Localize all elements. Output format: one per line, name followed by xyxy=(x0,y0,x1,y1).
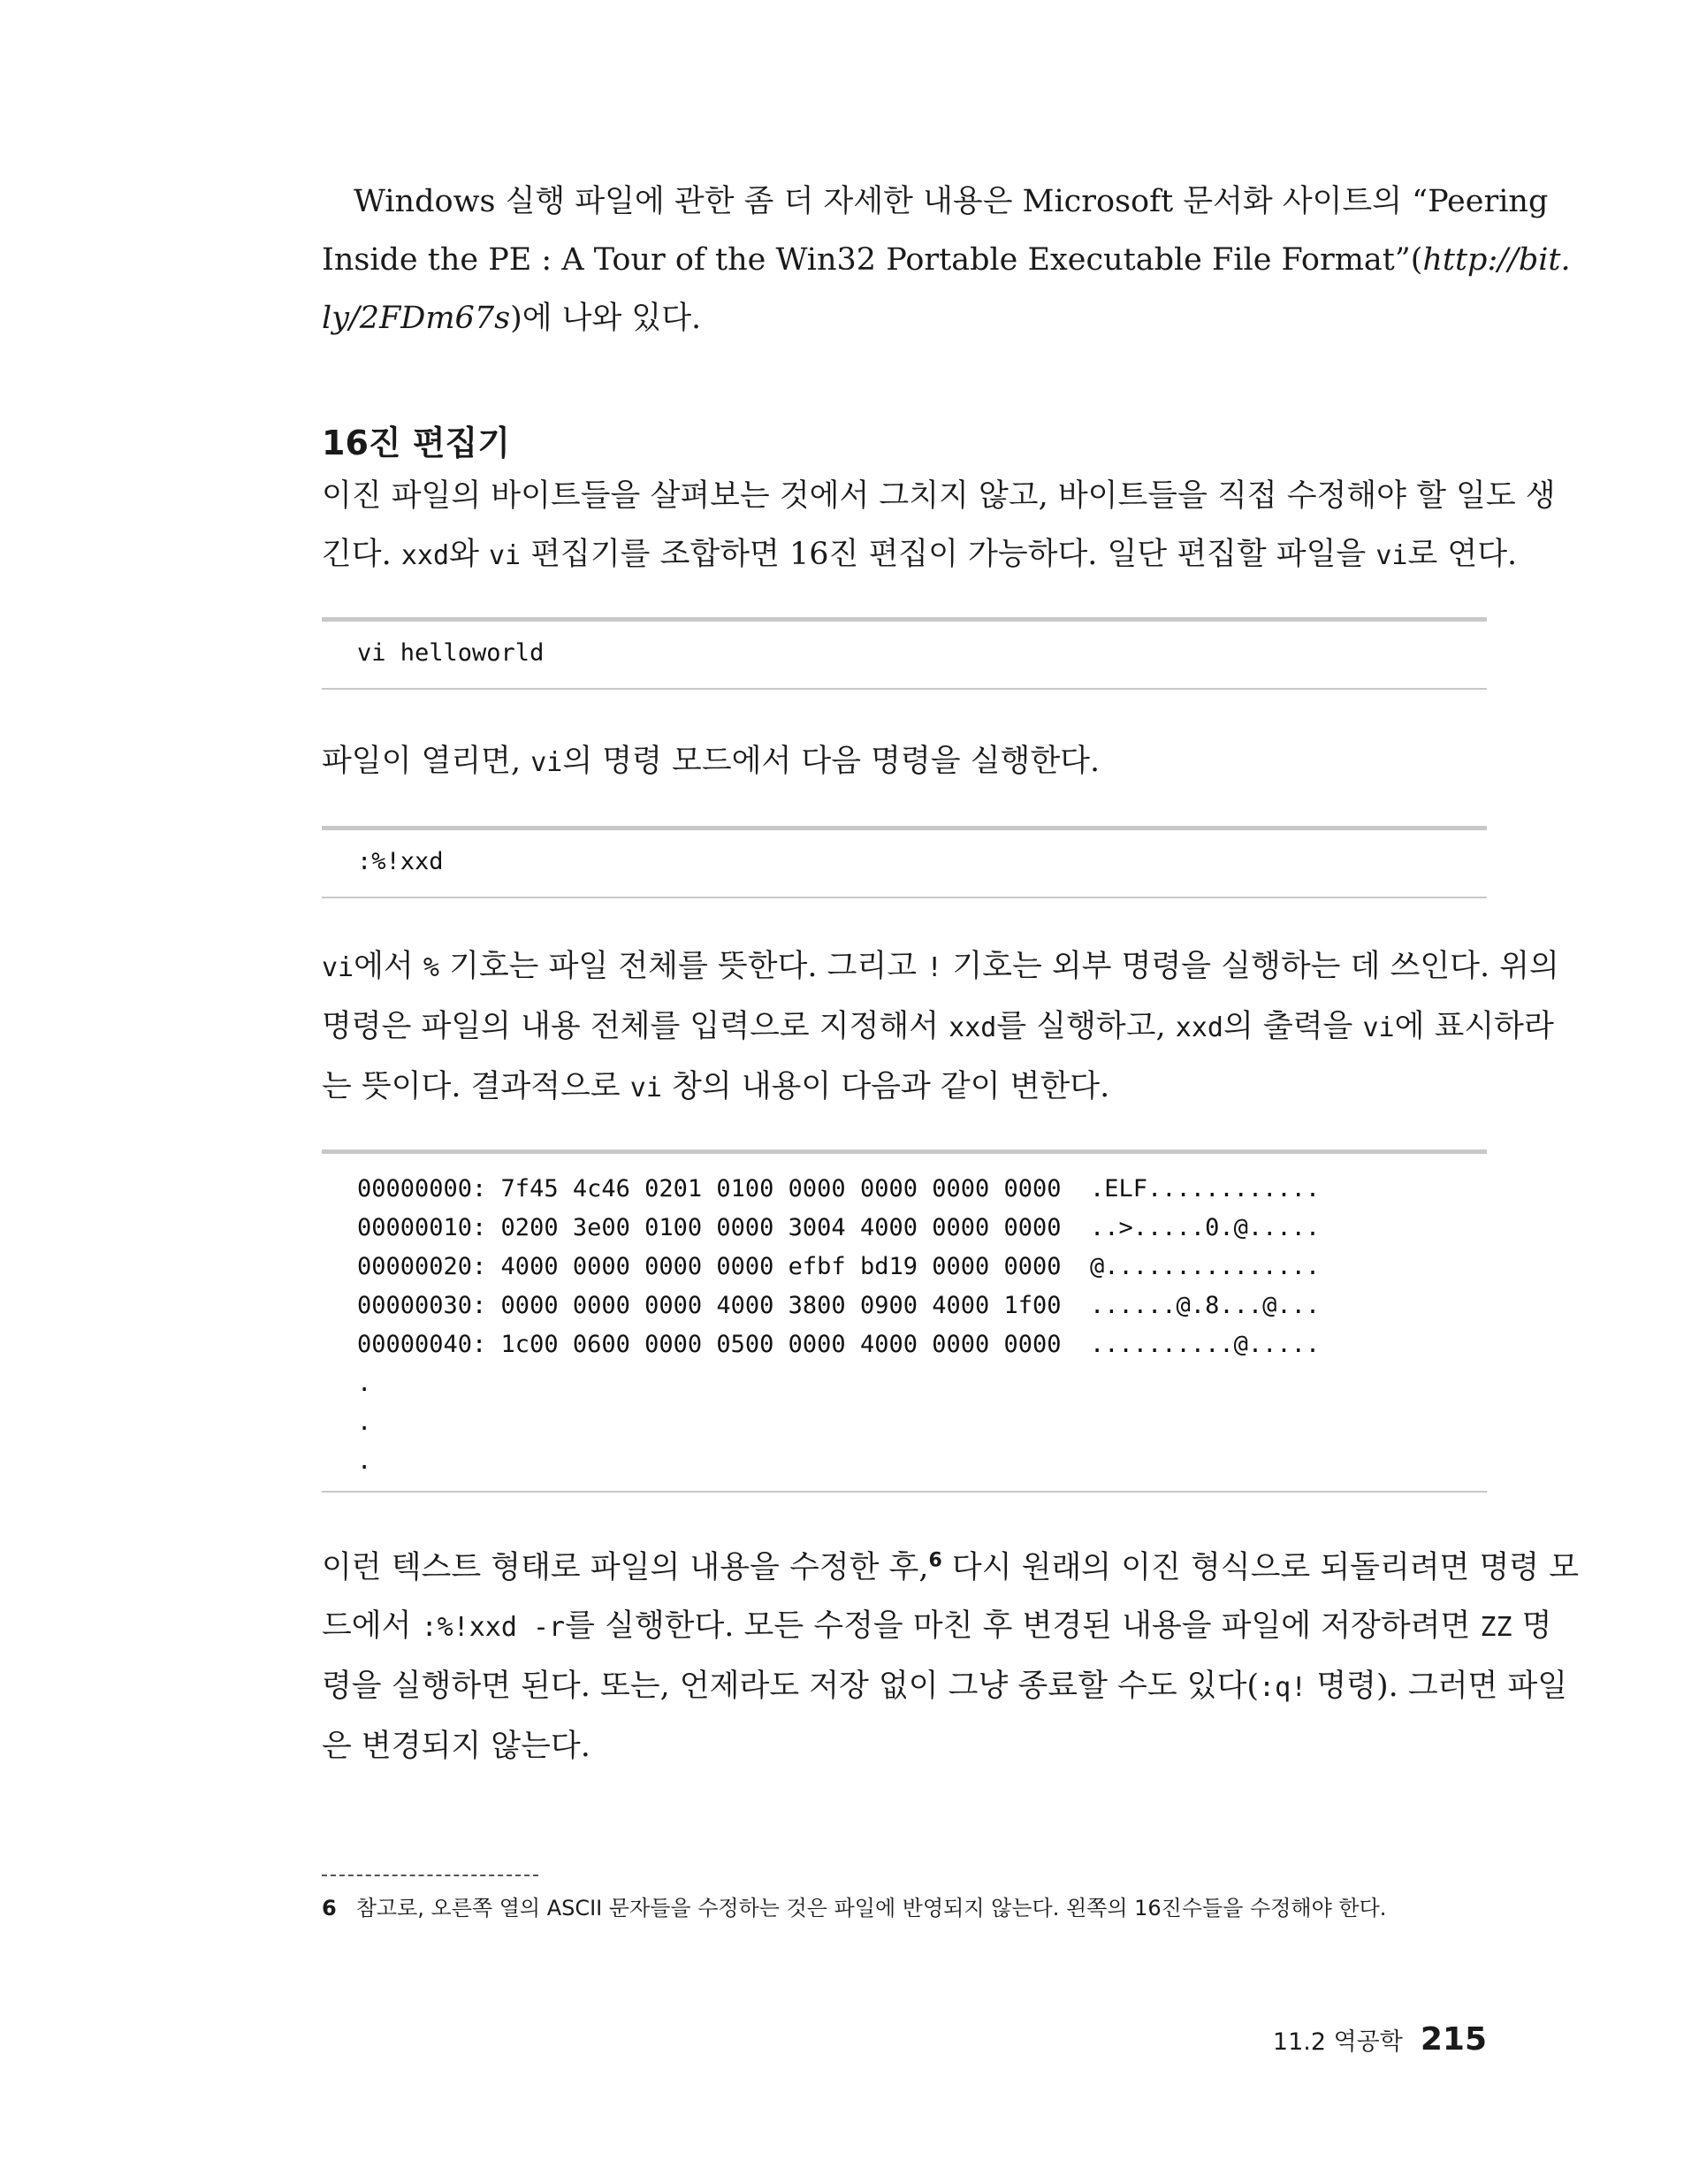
section-label: 11.2 역공학 xyxy=(1272,2028,1403,2056)
footnote-reference[interactable]: 6 xyxy=(928,1549,942,1572)
paragraph-2 xyxy=(322,732,1487,792)
p4-line-1: 이런 텍스트 형태로 파일의 내용을 수정한 후,$^6$ 다시 원래의 이진 형식으로 되돌리려면 명령 모 xyxy=(322,1549,1580,1585)
p4-line-4: 은 변경되지 않는다. xyxy=(322,1729,590,1764)
hexdump-ellipsis: . xyxy=(357,1370,372,1397)
paragraph-3 xyxy=(322,937,1559,1118)
hexdump-ellipsis: . xyxy=(357,1409,372,1436)
code-text: vi helloworld xyxy=(357,639,545,667)
p3-line-2: 명령은 파일의 내용 전체를 입력으로 지정해서 xxd를 실행하고, xxd의 출력을 vi에 표시하라 xyxy=(322,1009,1554,1044)
page-number: 215 xyxy=(1420,2021,1487,2058)
paragraph-1 xyxy=(322,467,1556,585)
p1-line-1: 이진 파일의 바이트들을 살펴보는 것에서 그치지 않고, 바이트들을 직접 수정해야 할 일도 생 xyxy=(322,478,1556,514)
code-block-vi-command xyxy=(322,617,1487,690)
code-block-hexdump xyxy=(322,1149,1487,1493)
intro-line-1: Windows 실행 파일에 관한 좀 더 자세한 내용은 Microsoft 문서화 사이트의 “Peering xyxy=(354,184,1549,219)
intro-line-3: ly/2FDm67s)에 나와 있다. xyxy=(322,301,702,336)
intro-line-2: Inside the PE : A Tour of the Win32 Portable Executable File Format”(http://bit. xyxy=(322,242,1571,278)
footnote-divider xyxy=(322,1875,538,1876)
hexdump-ellipsis: . xyxy=(357,1447,372,1475)
hexdump-line: 00000040: 1c00 0600 0000 0500 0000 4000 0000 0000 ..........@..... xyxy=(357,1331,1321,1358)
hexdump-line: 00000030: 0000 0000 0000 4000 3800 0900 4000 1f00 ......@.8...@... xyxy=(357,1292,1321,1319)
section-heading-block xyxy=(322,416,1487,464)
hexdump-line: 00000000: 7f45 4c46 0201 0100 0000 0000 0000 0000 .ELF............ xyxy=(357,1175,1321,1203)
intro-link-part1: http://bit. xyxy=(1422,242,1571,278)
intro-link-part2: ly/2FDm67s xyxy=(322,301,511,336)
footnote xyxy=(322,1890,1386,1921)
p3-line-1: vi에서 % 기호는 파일 전체를 뜻한다. 그리고 ! 기호는 외부 명령을 실행하는 데 쓰인다. 위의 xyxy=(322,949,1559,984)
page-footer xyxy=(1273,2021,1487,2058)
section-heading: 16진 편집기 xyxy=(322,424,510,462)
code-text: :%!xxd xyxy=(357,848,444,875)
p4-line-3: 령을 실행하면 된다. 또는, 언제라도 저장 없이 그냥 종료할 수도 있다(:q! 명령). 그러면 파일 xyxy=(322,1669,1568,1704)
p1-line-2: 긴다. xxd와 vi 편집기를 조합하면 16진 편집이 가능하다. 일단 편집할 파일을 vi로 연다. xyxy=(322,537,1518,572)
footnote-text: 참고로, 오른쪽 열의 ASCII 문자들을 수정하는 것은 파일에 반영되지 않는다. 왼쪽의 16진수들을 수정해야 한다. xyxy=(355,1896,1387,1921)
p2-line-1: 파일이 열리면, vi의 명령 모드에서 다음 명령을 실행한다. xyxy=(322,744,1101,779)
p4-line-2: 드에서 :%!xxd -r를 실행한다. 모든 수정을 마친 후 변경된 내용을 파일에 저장하려면 ZZ 명 xyxy=(322,1608,1552,1644)
footnote-number: 6 xyxy=(322,1896,337,1921)
hexdump-line: 00000020: 4000 0000 0000 0000 efbf bd19 0000 0000 @............... xyxy=(357,1253,1321,1280)
intro-paragraph xyxy=(322,172,1571,347)
hexdump-lines xyxy=(322,1154,1487,1481)
hexdump-line: 00000010: 0200 3e00 0100 0000 3004 4000 0000 0000 ..>.....0.@..... xyxy=(357,1214,1321,1241)
p3-line-3: 는 뜻이다. 결과적으로 vi 창의 내용이 다음과 같이 변한다. xyxy=(322,1069,1110,1104)
paragraph-4 xyxy=(322,1539,1580,1775)
code-block-xxd-command xyxy=(322,826,1487,898)
